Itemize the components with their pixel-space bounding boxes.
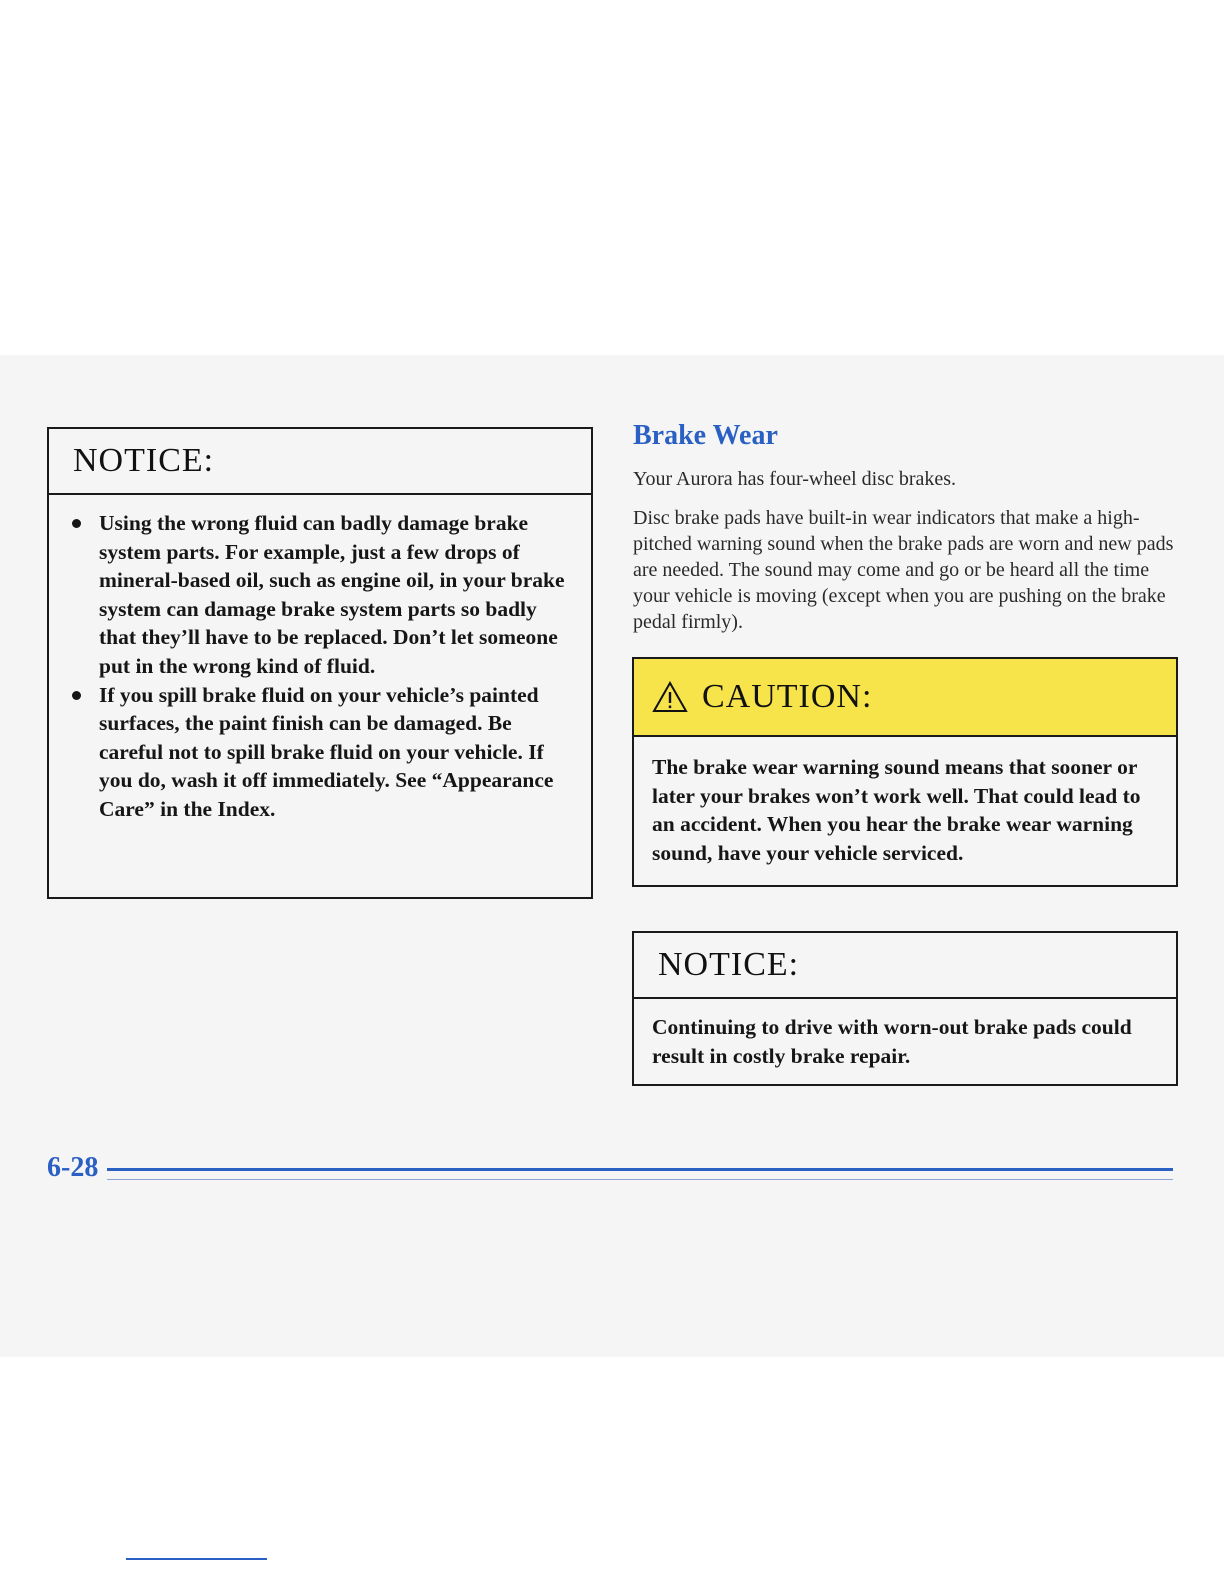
notice-text: Continuing to drive with worn-out brake pads could result in costly brake repair. <box>652 1015 1132 1068</box>
notice-box-brake-pads <box>632 931 1178 1086</box>
body-paragraph: Your Aurora has four-wheel disc brakes. <box>633 468 957 490</box>
notice-list <box>49 495 591 824</box>
notice-header <box>634 933 1176 999</box>
body-paragraph: Disc brake pads have built-in wear indicators that make a high-pitched warning sound when the brake pads are worn and new pads are needed. The sound may come and go or be heard all the time your vehicle is moving (except when you are pushing on the brake pedal firmly). <box>633 507 1174 633</box>
page-footer <box>47 1152 1173 1192</box>
warning-triangle-icon <box>652 681 688 713</box>
footer-rule-thin <box>107 1179 1173 1180</box>
caution-text: The brake wear warning sound means that sooner or later your brakes won’t work well. That could lead to an accident. When you hear the brake wear warning sound, have your vehicle serviced. <box>652 755 1141 865</box>
section-heading-brake-wear: Brake Wear <box>633 420 778 451</box>
notice-item-text: Using the wrong fluid can badly damage brake system parts. For example, just a few drops of mineral-based oil, such as engine oil, in your brake system can damage brake system parts so badly that they’ll have to be replaced. Don’t let someone put in the wrong kind of fluid. <box>99 511 565 678</box>
caution-box <box>632 657 1178 887</box>
page-number: 6-28 <box>47 1152 99 1183</box>
caution-header <box>634 659 1176 737</box>
bullet-icon <box>72 519 81 528</box>
notice-title: NOTICE: <box>658 946 800 983</box>
notice-item-text: If you spill brake fluid on your vehicle’s painted surfaces, the paint finish can be damaged. Be careful not to spill brake fluid on your vehicle. If you do, wash it off immediately. See “Appearance Care” in the Index. <box>99 682 554 821</box>
notice-title: NOTICE: <box>73 442 215 479</box>
notice-header <box>49 429 591 495</box>
bullet-icon <box>72 691 81 700</box>
caution-title: CAUTION: <box>702 678 873 715</box>
bottom-divider <box>126 1558 267 1560</box>
notice-list-item <box>69 509 571 681</box>
notice-box-brake-fluid <box>47 427 593 899</box>
notice-list-item <box>69 681 571 824</box>
footer-rule <box>107 1168 1173 1171</box>
